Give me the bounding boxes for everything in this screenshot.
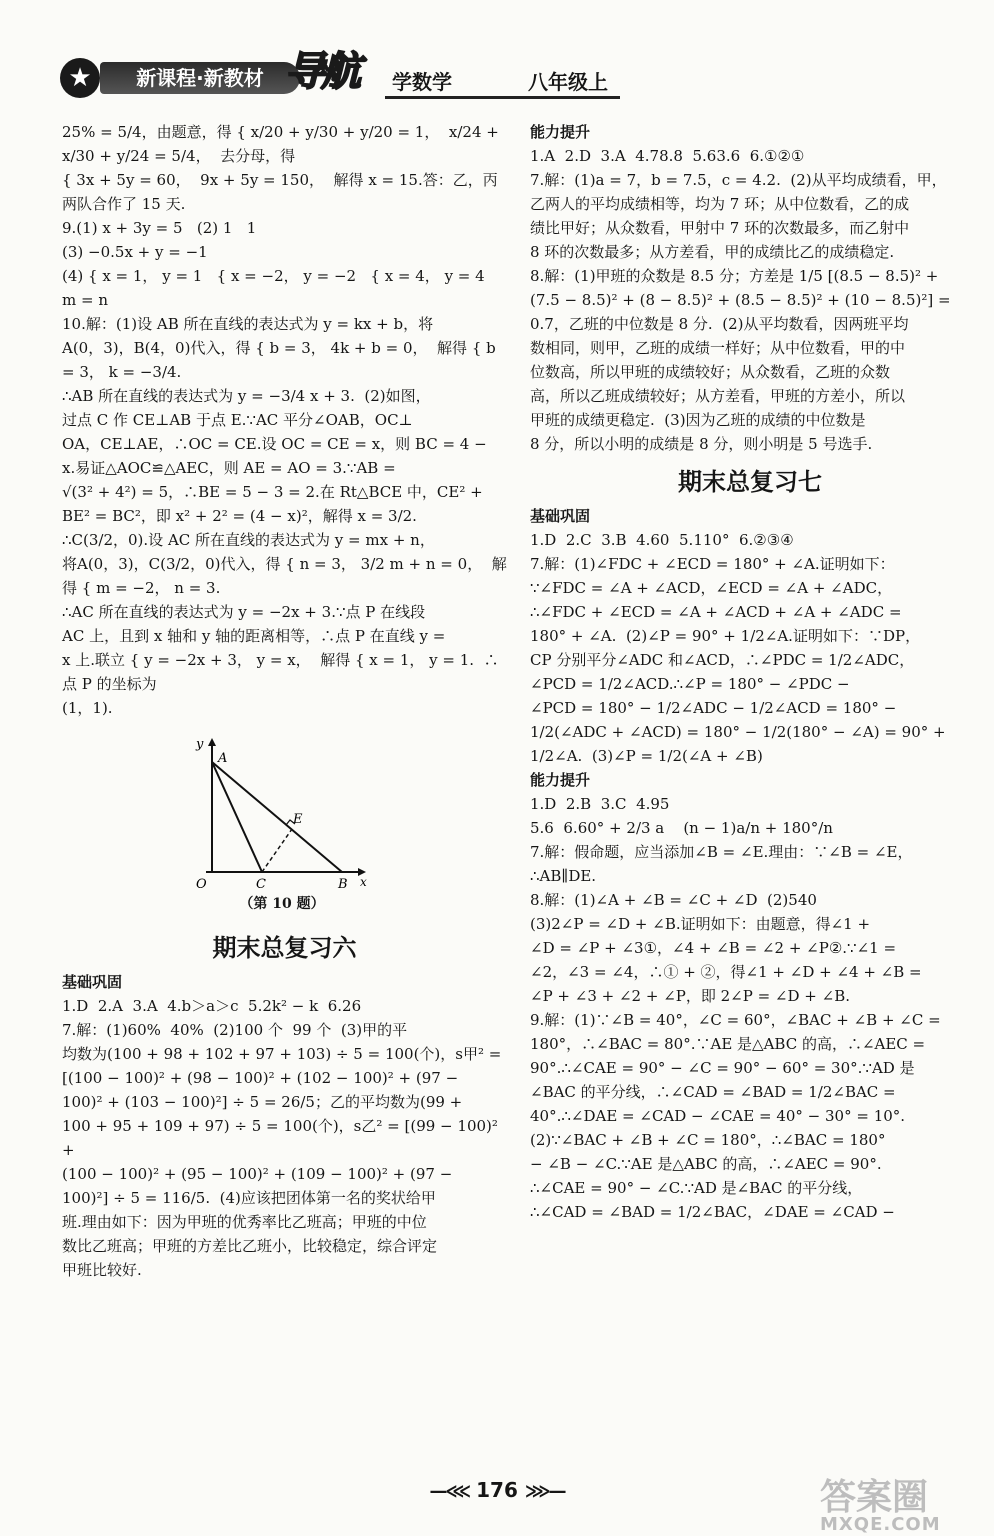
answer-line: (1，1). — [62, 699, 113, 717]
answer-line: 9.解：(1)∵∠B = 40°，∠C = 60°，∠BAC + ∠B + ∠C = — [530, 1011, 941, 1029]
answer-line: 40°.∴∠DAE = ∠CAD − ∠CAE = 40° − 30° = 10°. — [530, 1107, 906, 1125]
footer-flourish-right: ⋙— — [524, 1481, 565, 1502]
problem-10-figure — [192, 732, 372, 922]
answer-line: (3) −0.5x + y = −1 — [62, 243, 208, 261]
answer-line: 7.解：假命题，应当添加∠B = ∠E.理由：∵∠B = ∠E， — [530, 843, 913, 861]
ability-answers-top — [530, 144, 970, 456]
answer-line: ∴AB∥DE. — [530, 867, 597, 885]
section-7-title: 期末总复习七 — [678, 468, 822, 496]
watermark-text: 答案圈 — [820, 1477, 929, 1518]
answer-line: 过点 C 作 CE⊥AB 于点 E.∵AC 平分∠OAB，OC⊥ — [62, 411, 413, 429]
answer-line: 100)² + (103 − 100)²] ÷ 5 = 26/5；乙的平均数为(99 + — [62, 1093, 463, 1111]
answer-line: 100 + 95 + 109 + 97) ÷ 5 = 100(个)，s乙² = [(99 − 100)² + — [62, 1117, 503, 1159]
answer-line: 1.D 2.A 3.A 4.b＞a＞c 5.2k² − k 6.26 — [62, 997, 362, 1015]
section-7-basic-heading: 基础巩固 — [530, 507, 591, 525]
answer-line: √(3² + 4²) = 5，∴BE = 5 − 3 = 2.在 Rt△BCE 中，CE² + — [62, 483, 483, 501]
answer-line: 8 环的次数最多；从方差看，甲的成绩比乙的成绩稳定. — [530, 243, 895, 261]
answer-line: ∴∠CAE = 90° − ∠C.∵AD 是∠BAC 的平分线， — [530, 1179, 863, 1197]
section-6-basic-heading: 基础巩固 — [62, 973, 123, 991]
section-7-ability-heading: 能力提升 — [530, 771, 591, 789]
answer-line: x 上.联立 { y = −2x + 3， y = x， 解得 { x = 1， y = 1. ∴点 P 的坐标为 — [62, 651, 499, 693]
watermark-url: MXQE.COM — [820, 1514, 941, 1535]
answer-line: (2)∵∠BAC + ∠B + ∠C = 180°，∴∠BAC = 180° — [530, 1131, 886, 1149]
answer-line: ∴AB 所在直线的表达式为 y = −3/4 x + 3. (2)如图， — [62, 387, 431, 405]
grade-label: 八年级上 — [528, 70, 608, 94]
answer-line: 位数高，所以甲班的成绩较好；从众数看，乙班的众数 — [530, 363, 891, 381]
footer-flourish-left: —⋘ — [429, 1481, 470, 1502]
triangle-diagram — [192, 732, 372, 892]
answer-line: 数相同，则甲，乙班的成绩一样好；从中位数看，甲的中 — [530, 339, 906, 357]
point-b-label: B — [338, 877, 348, 892]
answer-line: ∠2，∠3 = ∠4，∴① + ②，得∠1 + ∠D + ∠4 + ∠B = — [530, 963, 922, 981]
answer-line: 90°.∴∠CAE = 90° − ∠C = 90° − 60° = 30°.∵AD 是 — [530, 1059, 915, 1077]
answer-line: (4) { x = 1， y = 1 { x = −2， y = −2 { x = 4， y = 4 m = n — [62, 267, 504, 309]
point-c-label: C — [256, 877, 266, 892]
series-title: 新课程·新教材 — [100, 62, 300, 94]
answer-line: 8.解：(1)∠A + ∠B = ∠C + ∠D (2)540 — [530, 891, 817, 909]
answer-line: CP 分别平分∠ADC 和∠ACD，∴∠PDC = 1/2∠ADC， — [530, 651, 915, 669]
answer-line: 8.解：(1)甲班的众数是 8.5 分；方差是 1/5 [(8.5 − 8.5)² + — [530, 267, 939, 285]
answer-line: 1.D 2.B 3.C 4.95 — [530, 795, 670, 813]
x-axis-label: x — [360, 875, 367, 889]
answer-line: 180° + ∠A. (2)∠P = 90° + 1/2∠A.证明如下：∵DP， — [530, 627, 921, 645]
figure-caption: （第 10 题） — [239, 896, 325, 912]
section-6-title: 期末总复习六 — [212, 934, 357, 962]
answer-line: 10.解：(1)设 AB 所在直线的表达式为 y = kx + b，将 — [62, 315, 434, 333]
answer-line: 甲班的成绩更稳定. (3)因为乙班的成绩的中位数是 — [530, 411, 866, 429]
answer-line: [(100 − 100)² + (98 − 100)² + (102 − 100)² + (97 − — [62, 1069, 459, 1087]
answer-line: (100 − 100)² + (95 − 100)² + (109 − 100)² + (97 − — [62, 1165, 453, 1183]
answer-line: (3)2∠P = ∠D + ∠B.证明如下：由题意，得∠1 + — [530, 915, 871, 933]
answer-line: 绩比甲好；从众数看，甲射中 7 环的次数最多，而乙射中 — [530, 219, 910, 237]
answer-line: 高，所以乙班成绩较好；从方差看，甲班的方差小，所以 — [530, 387, 906, 405]
watermark-logo — [820, 1477, 980, 1536]
answer-line: 0.7，乙班的中位数是 8 分. (2)从平均数看，因两班平均 — [530, 315, 909, 333]
subject-label: 学数学 — [392, 70, 452, 94]
section-7-basic-answers — [530, 528, 970, 768]
answer-line: ∠PCD = 1/2∠ACD.∴∠P = 180° − ∠PDC − — [530, 675, 850, 693]
left-column — [62, 120, 507, 1282]
header-rule — [385, 96, 620, 99]
answer-line: 180°，∴∠BAC = 80°.∵AE 是△ABC 的高，∴∠AEC = — [530, 1035, 926, 1053]
answer-line: 数比乙班高；甲班的方差比乙班小，比较稳定，综合评定 — [62, 1237, 438, 1255]
answer-line: x.易证△AOC≌△AEC，则 AE = AO = 3.∵AB = — [62, 459, 396, 477]
answer-line: BE² = BC²，即 x² + 2² = (4 − x)²，解得 x = 3/2. — [62, 507, 417, 525]
origin-label: O — [196, 877, 207, 892]
answer-line: 8 分，所以小明的成绩是 8 分，则小明是 5 号选手. — [530, 435, 873, 453]
answer-line: AC 上，且到 x 轴和 y 轴的距离相等，∴点 P 在直线 y = — [62, 627, 446, 645]
section-7-ability-answers — [530, 792, 970, 1224]
answer-line: 甲班比较好. — [62, 1261, 142, 1279]
answer-line: OA，CE⊥AE，∴OC = CE.设 OC = CE = x，则 BC = 4 − — [62, 435, 487, 453]
right-column — [530, 120, 970, 1224]
section-6-answers — [62, 994, 507, 1282]
answer-line: (7.5 − 8.5)² + (8 − 8.5)² + (8.5 − 8.5)² + (10 − 8.5)²] = — [530, 291, 951, 309]
answer-line: ∠P + ∠3 + ∠2 + ∠P，即 2∠P = ∠D + ∠B. — [530, 987, 850, 1005]
brand-logo: 导航 — [285, 49, 357, 95]
answer-line: ∵∠FDC = ∠A + ∠ACD，∠ECD = ∠A + ∠ADC， — [530, 579, 893, 597]
answer-line: A(0，3)，B(4，0)代入，得 { b = 3， 4k + b = 0， 解得 { b = 3， k = −3/4. — [62, 339, 501, 381]
answer-line: 1/2(∠ADC + ∠ACD) = 180° − 1/2(180° − ∠A) = 90° + — [530, 723, 946, 741]
answer-line: 班.理由如下：因为甲班的优秀率比乙班高；甲班的中位 — [62, 1213, 427, 1231]
point-e-label: E — [293, 812, 303, 827]
ability-heading-top: 能力提升 — [530, 123, 591, 141]
answer-line: 乙两人的平均成绩相等，均为 7 环；从中位数看，乙的成 — [530, 195, 910, 213]
answer-line: ∴∠FDC + ∠ECD = ∠A + ∠ACD + ∠A + ∠ADC = — [530, 603, 902, 621]
answer-line: 7.解：(1)60% 40% (2)100 个 99 个 (3)甲的平 — [62, 1021, 408, 1039]
answer-line: 100)²] ÷ 5 = 116/5. (4)应该把团体第一名的奖状给甲 — [62, 1189, 436, 1207]
answer-line: ∴C(3/2，0).设 AC 所在直线的表达式为 y = mx + n， — [62, 531, 435, 549]
answer-line: 5.6 6.60° + 2/3 a (n − 1)a/n + 180°/n — [530, 819, 833, 837]
left-answer-block — [62, 120, 507, 720]
answer-line: ∴AC 所在直线的表达式为 y = −2x + 3.∵点 P 在线段 — [62, 603, 426, 621]
page-header — [0, 0, 994, 108]
answer-line: 7.解：(1)a = 7，b = 7.5，c = 4.2. (2)从平均成绩看，甲， — [530, 171, 947, 189]
answer-line: 1.A 2.D 3.A 4.78.8 5.63.6 6.①②① — [530, 147, 805, 165]
answer-line: ∴∠CAD = ∠BAD = 1/2∠BAC，∠DAE = ∠CAD − — [530, 1203, 895, 1221]
page-number: 176 — [476, 1478, 518, 1502]
answer-line: ∠D = ∠P + ∠3①，∠4 + ∠B = ∠2 + ∠P②.∵∠1 = — [530, 939, 897, 957]
answer-line: − ∠B − ∠C.∵AE 是△ABC 的高，∴∠AEC = 90°. — [530, 1155, 882, 1173]
point-a-label: A — [218, 751, 228, 766]
answer-line: 将A(0，3)，C(3/2，0)代入，得 { n = 3， 3/2 m + n = 0， 解得 { m = −2， n = 3. — [62, 555, 507, 597]
star-badge-icon: ★ — [60, 58, 100, 98]
answer-line: 7.解：(1)∠FDC + ∠ECD = 180° + ∠A.证明如下： — [530, 555, 895, 573]
y-axis-label: y — [196, 737, 204, 752]
answer-line: 25% = 5/4，由题意，得 { x/20 + y/30 + y/20 = 1， x/24 + x/30 + y/24 = 5/4， 去分母，得 — [62, 123, 504, 165]
answer-line: ∠PCD = 180° − 1/2∠ADC − 1/2∠ACD = 180° − — [530, 699, 897, 717]
answer-line: 均数为(100 + 98 + 102 + 97 + 103) ÷ 5 = 100(个)，s甲² = — [62, 1045, 502, 1063]
answer-line: ∠BAC 的平分线，∴∠CAD = ∠BAD = 1/2∠BAC = — [530, 1083, 896, 1101]
answer-line: 1/2∠A. (3)∠P = 1/2(∠A + ∠B) — [530, 747, 763, 765]
answer-line: 1.D 2.C 3.B 4.60 5.110° 6.②③④ — [530, 531, 794, 549]
answer-line: { 3x + 5y = 60， 9x + 5y = 150， 解得 x = 15.答：乙，丙两队合作了 15 天. — [62, 171, 498, 213]
answer-line: 9.(1) x + 3y = 5 (2) 1 1 — [62, 219, 257, 237]
